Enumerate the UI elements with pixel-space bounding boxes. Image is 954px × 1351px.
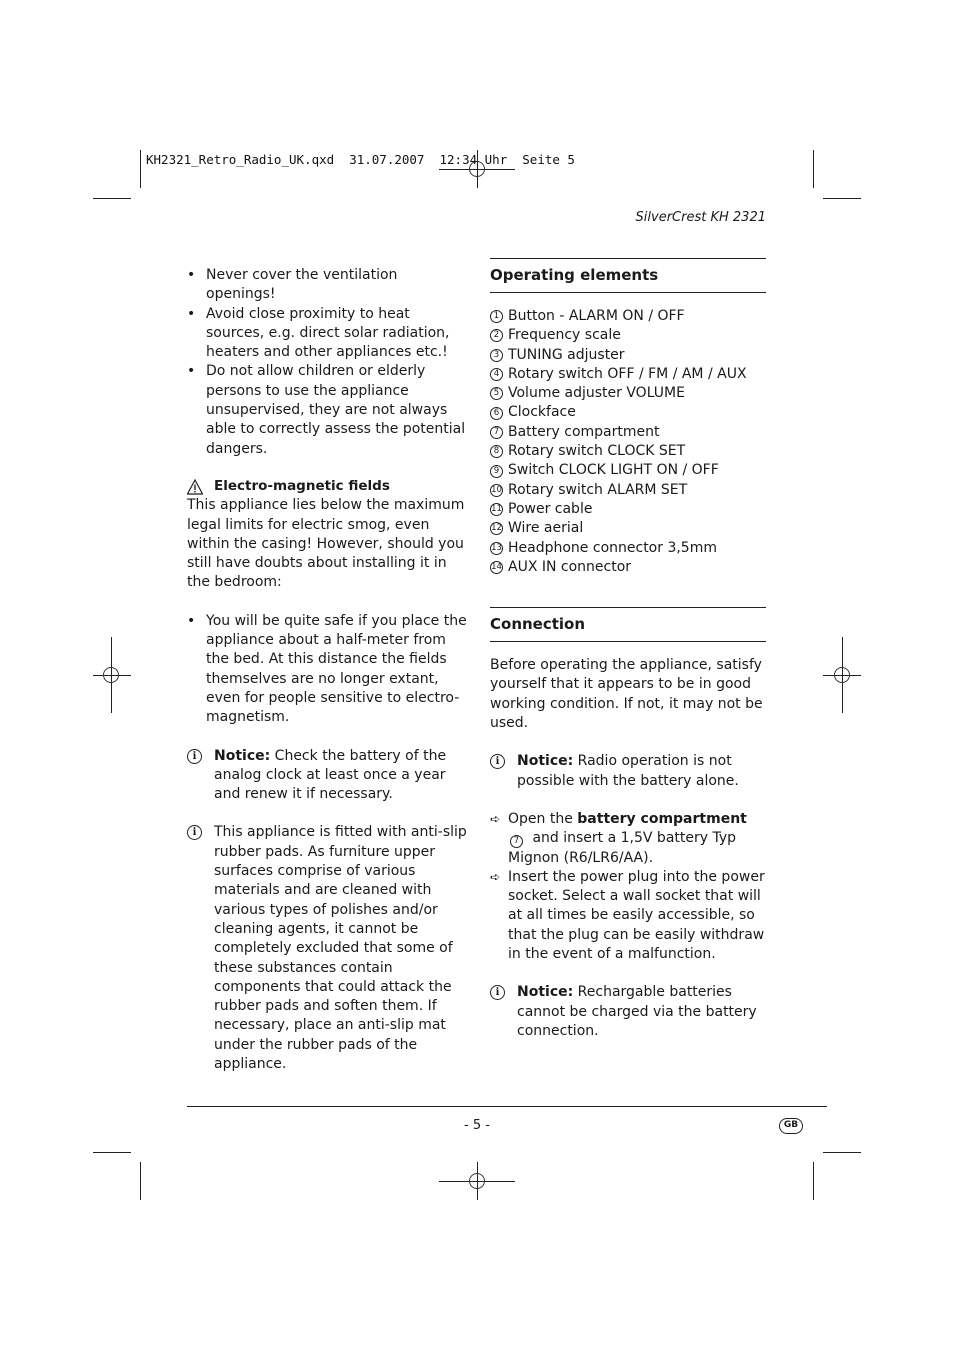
item-label: AUX IN connector <box>508 558 632 575</box>
item-label: TUNING adjuster <box>508 346 625 363</box>
right-column <box>490 258 766 1041</box>
list-item <box>490 365 766 384</box>
item-number: 13 <box>491 542 502 553</box>
item-label: Rotary switch ALARM SET <box>508 481 688 498</box>
notice-anti-slip <box>187 823 467 1074</box>
notice-text: This appliance is fitted with anti-slip rubber pads. As furniture upper surfaces comprise of various materials and are cleaned with various types of polishes and/or cleaning agents, it cannot be completely excluded that some of these substances contain components that could attack the rubber pads and soften them. If necessary, place an anti-slip mat under the rubber pads of the appliance. <box>214 824 467 1072</box>
list-item <box>490 519 766 538</box>
list-item <box>490 384 766 403</box>
item-number: 6 <box>490 407 503 420</box>
list-item <box>490 346 766 365</box>
item-label: Volume adjuster VOLUME <box>508 385 685 402</box>
notice-rechargeable <box>490 983 766 1041</box>
item-label: Headphone connector 3,5mm <box>508 539 717 556</box>
item-label: Clockface <box>508 404 576 421</box>
slug-line: KH2321_Retro_Radio_UK.qxd 31.07.2007 12:34 Uhr Seite 5 <box>146 152 575 167</box>
step-insert-plug <box>490 868 766 964</box>
connection-heading: Connection <box>490 607 766 642</box>
operating-elements-list <box>490 307 766 577</box>
list-item <box>490 481 766 500</box>
page-number: - 5 - <box>464 1118 490 1133</box>
info-icon: i <box>187 749 202 764</box>
step-text: Insert the power plug into the power socket. Select a wall socket that will at all times be easily accessible, so that the plug can be easily withdraw in the event of a malfunction. <box>508 868 765 963</box>
warning-icon <box>187 479 203 495</box>
step-bold: battery compartment <box>577 810 747 827</box>
arrow-right-icon: ➪ <box>490 869 501 884</box>
item-label: Power cable <box>508 500 593 517</box>
country-badge: GB <box>779 1118 803 1134</box>
item-number: 5 <box>490 387 503 400</box>
item-number: 9 <box>490 465 503 478</box>
list-item: • You will be quite safe if you place the appliance about a half-meter from the bed. At this distance the fields themselves are no longer extant, even for people sensitive to electro-magnetism. <box>187 612 467 728</box>
item-label: Button - ALARM ON / OFF <box>508 308 685 324</box>
brand-header: SilverCrest KH 2321 <box>635 210 766 225</box>
item-number: 11 <box>491 504 502 515</box>
info-icon: i <box>490 754 505 769</box>
item-number: 3 <box>490 349 503 362</box>
operating-elements-heading: Operating elements <box>490 258 766 293</box>
notice-battery <box>187 747 467 805</box>
item-number: 7 <box>490 426 503 439</box>
item-number: 14 <box>491 562 502 572</box>
connection-text: Before operating the appliance, satisfy yourself that it appears to be in good working condition. If not, it may not be used. <box>490 657 763 732</box>
list-item <box>490 307 766 326</box>
item-label: Wire aerial <box>508 520 584 537</box>
item-number: 7 <box>510 835 523 848</box>
notice-text: Rechargable batteries cannot be charged via the battery connection. <box>517 984 757 1039</box>
item-label: Switch CLOCK LIGHT ON / OFF <box>508 462 719 479</box>
item-number: 1 <box>490 310 503 323</box>
emf-heading-text: Electro-magnetic fields <box>214 477 390 494</box>
emf-bullets <box>187 612 467 728</box>
list-item: • Do not allow children or elderly persons to use the appliance unsupervised, they are not always able to correctly assess the potential dangers. <box>187 362 467 458</box>
list-item <box>490 326 766 345</box>
notice-radio-operation <box>490 752 766 791</box>
step-text: and insert a 1,5V battery Typ Mignon (R6/LR6/AA). <box>508 830 737 866</box>
notice-text: Radio operation is not possible with the battery alone. <box>517 753 739 789</box>
arrow-right-icon: ➪ <box>490 811 501 826</box>
notice-label: Notice: <box>214 747 271 764</box>
list-item <box>490 442 766 461</box>
list-item <box>490 403 766 422</box>
item-number: 12 <box>491 523 502 534</box>
emf-heading <box>187 477 467 496</box>
item-label: Frequency scale <box>508 327 621 344</box>
footer-divider <box>187 1106 827 1107</box>
info-icon: i <box>490 985 505 1000</box>
item-number: 8 <box>490 445 503 458</box>
list-item <box>490 500 766 519</box>
item-label: Rotary switch CLOCK SET <box>508 443 686 460</box>
notice-text: Check the battery of the analog clock at least once a year and renew it if necessary. <box>214 747 447 803</box>
left-column <box>187 266 467 1074</box>
emf-text: This appliance lies below the maximum legal limits for electric smog, even within the casing! However, should you still have doubts about installing it in the bedroom: <box>187 497 465 591</box>
list-item <box>490 461 766 480</box>
list-item <box>490 558 766 577</box>
notice-label: Notice: <box>517 753 574 770</box>
item-number: 2 <box>490 329 503 342</box>
item-number: 10 <box>491 484 502 495</box>
safety-bullets <box>187 266 467 459</box>
list-item <box>490 423 766 442</box>
notice-label: Notice: <box>517 984 574 1001</box>
list-item: • Never cover the ventilation openings! <box>187 266 467 305</box>
step-text: Open the <box>508 810 573 827</box>
item-number: 4 <box>490 368 503 381</box>
list-item <box>490 539 766 558</box>
info-icon: i <box>187 825 202 840</box>
item-label: Battery compartment <box>508 423 660 440</box>
item-label: Rotary switch OFF / FM / AM / AUX <box>508 365 747 382</box>
step-open-battery <box>490 810 766 868</box>
list-item: • Avoid close proximity to heat sources, e.g. direct solar radiation, heaters and other appliances etc.! <box>187 305 467 363</box>
